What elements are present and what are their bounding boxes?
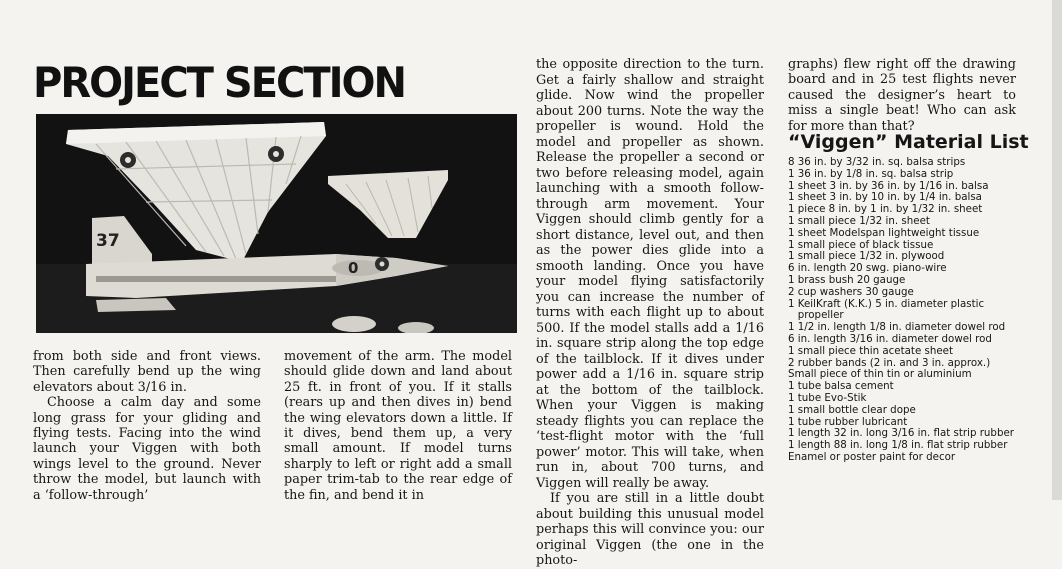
list-item: 6 in. length 3/16 in. diameter dowel rod — [788, 331, 992, 345]
page-edge — [1052, 0, 1062, 500]
paragraph: If you are still in a little doubt about building this unusual model perhaps this will convince you: our original Viggen (the one in the photo- — [536, 491, 764, 568]
list-item: 1 tube balsa cement — [788, 379, 894, 393]
paragraph: from both side and front views. Then carefully bend up the wing elevators about 3/16 in. — [33, 349, 261, 395]
list-item: 1 tube Evo-Stik — [788, 390, 867, 404]
tail-code: 37 — [96, 231, 120, 251]
article-column-3 — [536, 57, 764, 569]
fuselage-code: 0 — [348, 259, 359, 277]
list-item: 1 sheet 3 in. by 36 in. by 1/16 in. balsa — [788, 178, 989, 192]
list-item: 1 small piece 1/32 in. sheet — [788, 213, 930, 227]
paragraph: Choose a calm day and some long grass for your gliding and flying tests. Facing into the wind launch your Viggen with both wings level to the ground. Never throw the model, but launch with a ‘follow-through’ — [33, 395, 261, 503]
list-item: 1 36 in. by 1/8 in. sq. balsa strip — [788, 166, 954, 180]
article-column-2 — [284, 349, 512, 503]
list-item: 1 piece 8 in. by 1 in. by 1/32 in. sheet — [788, 202, 983, 216]
list-item: 1 1/2 in. length 1/8 in. diameter dowel rod — [788, 320, 1006, 334]
list-item: 1 small bottle clear dope — [788, 402, 916, 416]
page-heading: PROJECT SECTION — [33, 59, 406, 108]
list-item: 2 rubber bands (2 in. and 3 in. approx.) — [788, 355, 991, 369]
list-item: 1 length 88 in. long 1/8 in. flat strip rubber — [788, 438, 1008, 452]
material-list-title: “Viggen” Material List — [788, 131, 1029, 153]
list-item: 6 in. length 20 swg. piano-wire — [788, 261, 947, 275]
list-item: 1 brass bush 20 gauge — [788, 272, 906, 286]
list-item: 1 KeilKraft (K.K.) 5 in. diameter plastic — [788, 296, 985, 310]
list-item: 2 cup washers 30 gauge — [788, 284, 914, 298]
list-item: Small piece of thin tin or aluminium — [788, 367, 972, 381]
list-item: 1 sheet 3 in. by 10 in. by 1/4 in. balsa — [788, 190, 982, 204]
list-item: propeller — [788, 308, 844, 322]
list-item: 1 sheet Modelspan lightweight tissue — [788, 225, 980, 239]
material-list — [788, 156, 1026, 463]
list-item: 1 length 32 in. long 3/16 in. flat strip rubber — [788, 426, 1014, 440]
article-column-1 — [33, 349, 261, 503]
list-item: 1 small piece 1/32 in. plywood — [788, 249, 945, 263]
list-item: 1 small piece thin acetate sheet — [788, 343, 954, 357]
list-item: 1 tube rubber lubricant — [788, 414, 908, 428]
article-column-4 — [788, 57, 1016, 134]
list-item: 1 small piece of black tissue — [788, 237, 934, 251]
paragraph: movement of the arm. The model should glide down and land about 25 ft. in front of you. If it stalls (rears up and then dives in) bend the wing elevators down a little. If it dives, bend them up, a very small amount. If model turns sharply to left or right add a small paper trim-tab to the rear edge of the fin, and bend it in — [284, 349, 512, 503]
model-aircraft-photo — [36, 114, 517, 333]
propeller — [332, 316, 376, 332]
paragraph: graphs) flew right off the drawing board and in 25 test flights never caused the designer’s heart to miss a single beat! Who can ask for more than that? — [788, 57, 1016, 134]
list-item: Enamel or poster paint for decor — [788, 449, 956, 463]
paragraph: the opposite direction to the turn. Get a fairly shallow and straight glide. Now wind the propeller about 200 turns. Note the way the propeller is wound. Hold the model and propeller as shown. Release the propeller a second or two before releasing model, again launching with a smooth follow-through arm movement. Your Viggen should climb gently for a short distance, level out, and then as the power dies glide into a smooth landing. Once you have your model flying satisfactorily you can increase the number of turns with each flight up to about 500. If the model stalls add a 1/16 in. square strip along the top edge of the tailblock. If it dives under power add a 1/16 in. square strip at the bottom of the tailblock. When your Viggen is making steady flights you can replace the ‘test-flight motor with the ‘full power’ motor. This will take, when run in, about 700 turns, and Viggen will really be away. — [536, 57, 764, 491]
list-item: 8 36 in. by 3/32 in. sq. balsa strips — [788, 155, 966, 168]
